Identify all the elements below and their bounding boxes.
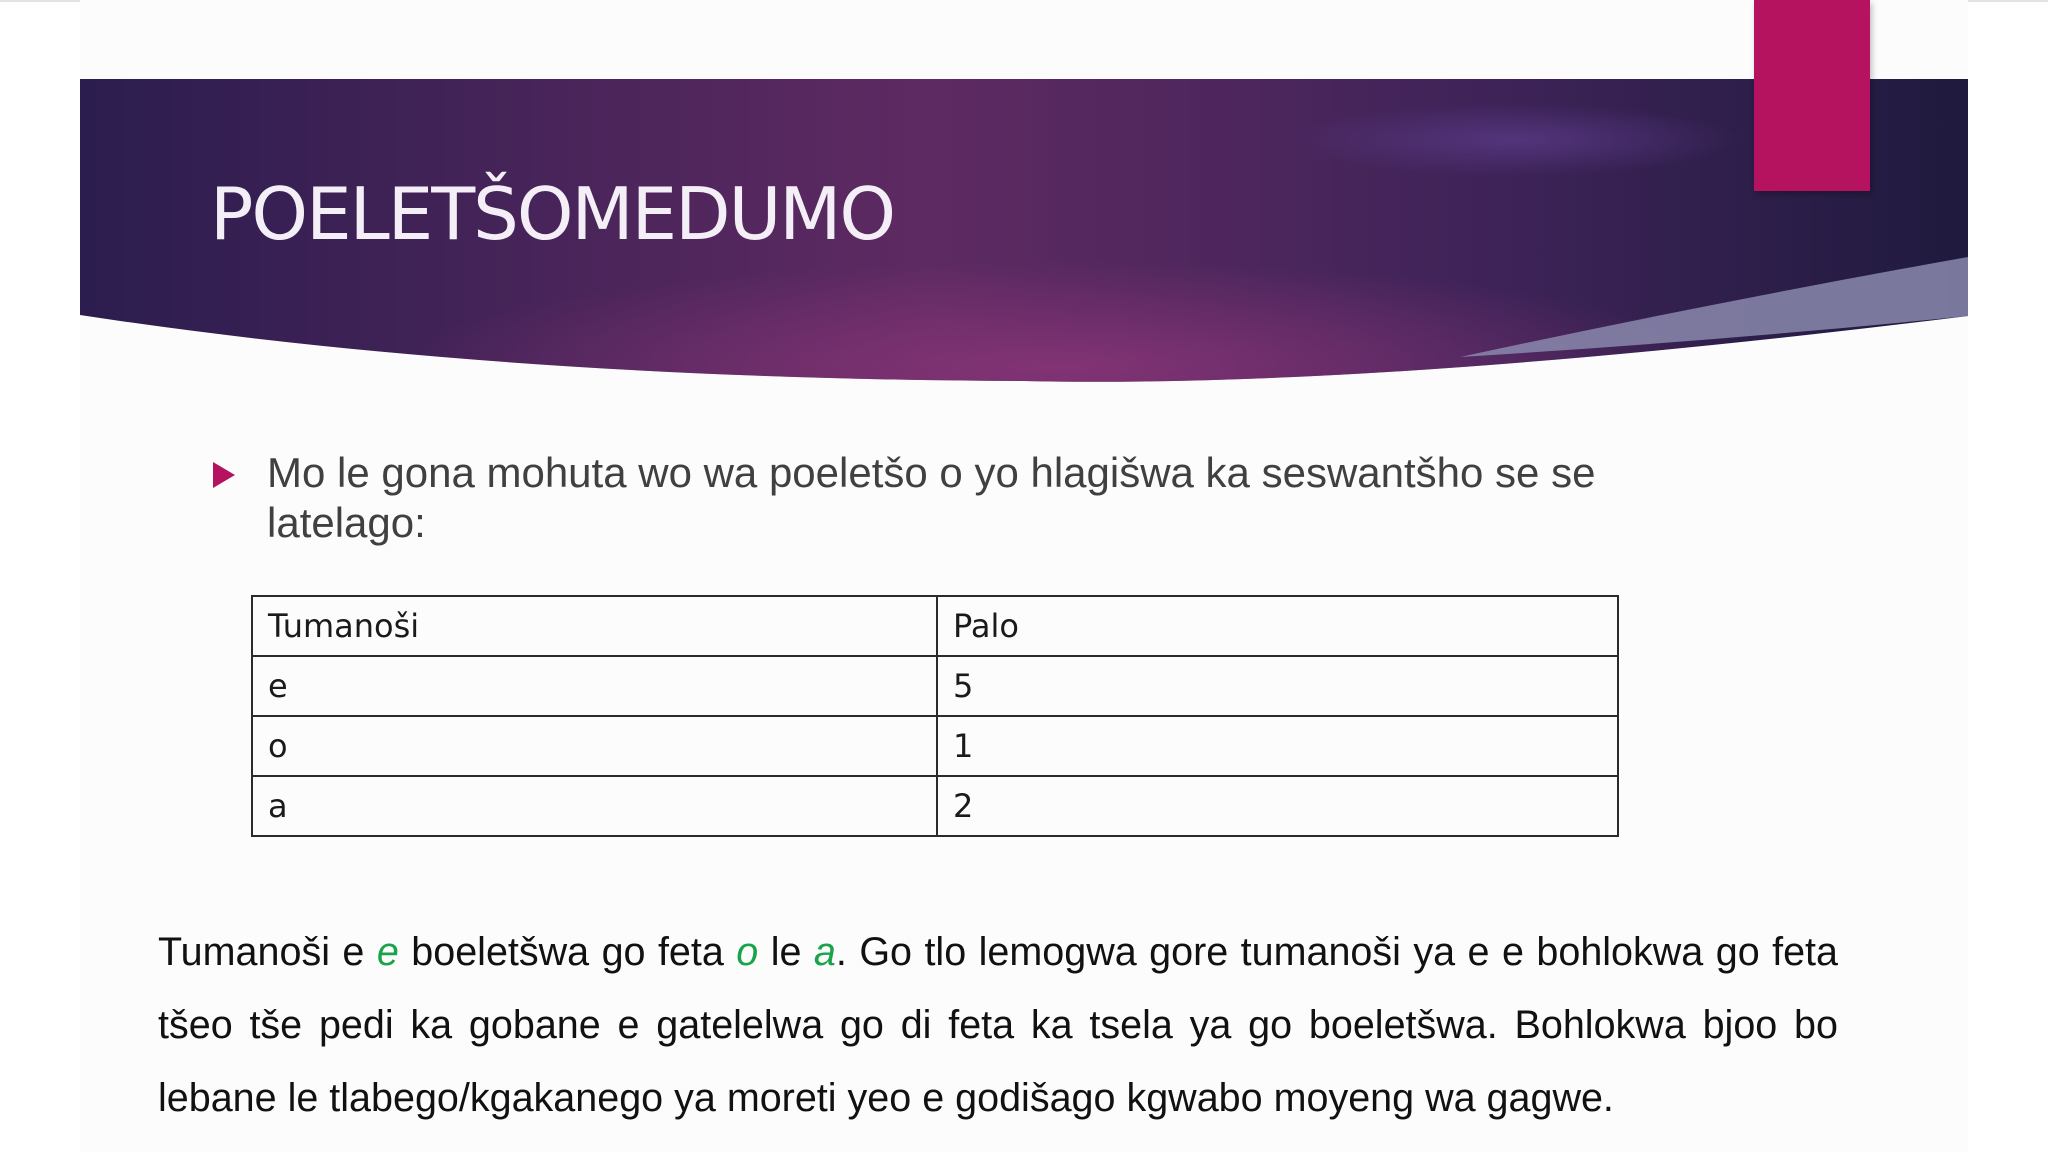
explanation-paragraph xyxy=(158,916,1838,1135)
column-header-palo: Palo xyxy=(937,596,1618,656)
paragraph-text: Tumanoši e xyxy=(158,930,377,974)
bullet-point xyxy=(213,448,1653,548)
table-cell: 1 xyxy=(937,716,1618,776)
table-cell: o xyxy=(252,716,937,776)
highlighted-vowel-a: a xyxy=(813,930,836,974)
paragraph-text: boeletšwa go feta xyxy=(398,930,737,974)
table-cell: e xyxy=(252,656,937,716)
table-header-row xyxy=(252,596,1618,656)
table-cell: 5 xyxy=(937,656,1618,716)
highlighted-vowel-o: o xyxy=(736,930,759,974)
highlighted-vowel-e: e xyxy=(376,930,399,974)
triangle-right-icon xyxy=(213,462,235,488)
table-row xyxy=(252,656,1618,716)
table-cell: 2 xyxy=(937,776,1618,836)
slide-title: POELETŠOMEDUMO xyxy=(210,172,895,256)
accent-tab xyxy=(1754,0,1870,191)
bullet-text: Mo le gona mohuta wo wa poeletšo o yo hlagišwa ka seswantšho se se latelago: xyxy=(267,449,1596,546)
vowel-count-table xyxy=(251,595,1619,837)
table-cell: a xyxy=(252,776,937,836)
table-row xyxy=(252,716,1618,776)
table-row xyxy=(252,776,1618,836)
paragraph-text: le xyxy=(758,930,814,974)
column-header-tumanosi: Tumanoši xyxy=(252,596,937,656)
paragraph-text: . Go tlo lemogwa gore tumanoši ya e e bohlokwa go feta tšeo tše pedi ka gobane e gatelelwa go di feta ka tsela ya go boeletšwa. Bohlokwa bjoo bo lebane le tlabego/kgakanego ya moreti yeo e godišago kgwabo moyeng wa gagwe. xyxy=(158,930,1838,1120)
